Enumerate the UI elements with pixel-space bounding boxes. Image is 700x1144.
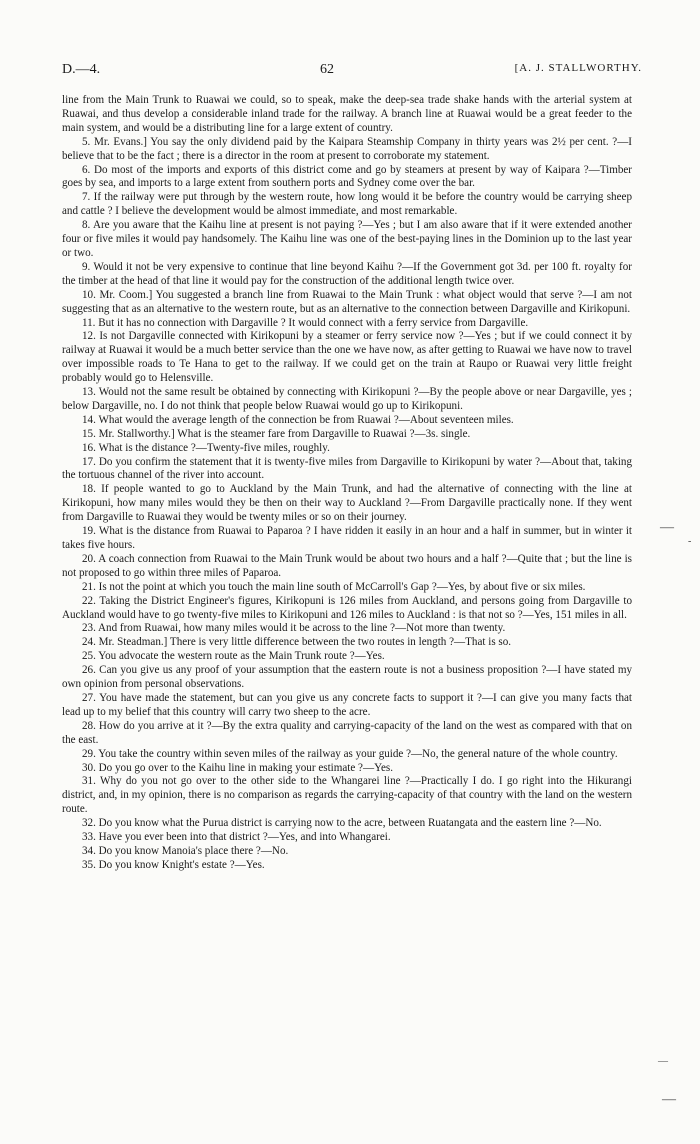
paragraph: 6. Do most of the imports and exports of this district come and go by steamers at present by way of Kaipara ?—Timber goes by sea, and imports to a large extent from southern ports and Sydney come over the bar. — [62, 163, 632, 190]
document-code: D.—4. — [62, 62, 101, 77]
paragraph: 32. Do you know what the Puruа district is carrying now to the acre, between Ruatangata and the eastern line ?—No. — [82, 817, 602, 830]
margin-mark: — — [660, 520, 674, 535]
paragraph: 9. Would it not be very expensive to continue that line beyond Kaihu ?—If the Government got 3d. per 100 ft. royalty for the timber at the head of that line it would pay for the construction of the additional length twice over. — [62, 260, 632, 287]
paragraph: line from the Main Trunk to Ruawai we could, so to speak, make the deep-sea trade shake hands with the arterial system at Ruawai, and thus develop a considerable inland trade for the railway. A branch line at Ruawai would be a great feeder to the main system, and would be a distributing line for a large extent of country. — [62, 94, 632, 134]
paragraph: 34. Do you know Manoia's place there ?—No. — [82, 844, 289, 857]
paragraph: 5. Mr. Evans.] You say the only dividend paid by the Kaipara Steamship Company in thirty years was 2½ per cent. ?—I believe that to be the fact ; there is a director in the room at present to corroborate my statement. — [62, 135, 632, 162]
paragraph: 10. Mr. Coom.] You suggested a branch line from Ruawai to the Main Trunk : what object would that serve ?—I am not suggesting that as an alternative to the western route, but as an alternative to the connection between Dargaville and Kirikopuni. — [62, 288, 632, 315]
page-number: 62 — [320, 62, 334, 77]
paragraph: 16. What is the distance ?—Twenty-five miles, roughly. — [82, 441, 330, 454]
paragraph: 29. You take the country within seven miles of the railway as your guide ?—No, the general nature of the whole country. — [82, 747, 618, 760]
paragraph: 24. Mr. Steadman.] There is very little difference between the two routes in length ?—That is so. — [82, 636, 512, 649]
paragraph: 8. Are you aware that the Kaihu line at present is not paying ?—Yes ; but I am also aware that if it were extended another four or five miles it would pay handsomely. The Kaihu line was one of the best-paying lines in the Dominion up to the last year or two. — [62, 219, 632, 259]
document-body — [62, 94, 632, 873]
witness-name: [A. J. STALLWORTHY. — [514, 62, 642, 74]
paragraph: 12. Is not Dargaville connected with Kirikopuni by a steamer or ferry service now ?—Yes ; but if we could connect it by railway at Ruawai it would be a much better service than the one we have now, as after getting to Ruawai we have now to travel over impossible roads to Te Hana to get to the railway. If we could get on the train at Raupo or Ruawai very little freight probably would go to Helensville. — [62, 330, 632, 385]
paragraph: 23. And from Ruawai, how many miles would it be across to the line ?—Not more than twenty. — [82, 622, 506, 635]
paragraph: 17. Do you confirm the statement that it is twenty-five miles from Dargaville to Kirikopuni by water ?—About that, taking the tortuous channel of the river into account. — [62, 455, 632, 482]
paragraph: 11. But it has no connection with Dargaville ? It would connect with a ferry service from Dargaville. — [82, 316, 529, 329]
paragraph: 33. Have you ever been into that district ?—Yes, and into Whangarei. — [82, 831, 391, 844]
paragraph: 20. A coach connection from Ruawai to the Main Trunk would be about two hours and a half ?—Quite that ; but the line is not proposed to go within three miles of Paparoa. — [62, 552, 632, 579]
paragraph: 25. You advocate the western route as the Main Trunk route ?—Yes. — [82, 650, 385, 663]
paragraph: 15. Mr. Stallworthy.] What is the steamer fare from Dargaville to Ruawai ?—3s. single. — [82, 427, 471, 440]
paragraph: 14. What would the average length of the connection be from Ruawai ?—About seventeen miles. — [82, 413, 514, 426]
paragraph: 28. How do you arrive at it ?—By the extra quality and carrying-capacity of the land on the west as compared with that on the east. — [62, 719, 632, 746]
margin-mark: - — [688, 536, 692, 547]
paragraph: 7. If the railway were put through by the western route, how long would it be before the country would be carrying sheep and cattle ? I believe the development would be almost immediate, and most remarkable. — [62, 191, 632, 218]
paragraph: 27. You have made the statement, but can you give us any concrete facts to support it ?—I can give you many facts that lead up to my belief that this country will carry two sheep to the acre. — [62, 691, 632, 718]
paragraph: 13. Would not the same result be obtained by connecting with Kirikopuni ?—By the people above or near Dargaville, yes ; below Dargaville, no. I do not think that people below Ruawai would go up to Kirikopuni. — [62, 386, 632, 412]
page-header — [62, 62, 642, 82]
paragraph: 31. Why do you not go over to the other side to the Whangarei line ?—Practically I do. I go right into the Hikurangi district, and, in my opinion, there is no comparison as regards the carrying-capacity of that country with the land on the western route. — [62, 775, 632, 816]
margin-mark: — — [662, 1092, 676, 1107]
margin-mark: — — [658, 1056, 668, 1067]
paragraph: 30. Do you go over to the Kaihu line in making your estimate ?—Yes. — [82, 761, 393, 774]
paragraph: 26. Can you give us any proof of your assumption that the eastern route is not a business proposition ?—I have stated my own opinion from personal observations. — [62, 664, 632, 691]
paragraph: 22. Taking the District Engineer's figures, Kirikopuni is 126 miles from Auckland, and persons going from Dargaville to Auckland would have to go twenty-five miles to Kirikopuni and 126 miles to Auckland : is that not so ?—Yes, 151 miles in all. — [62, 594, 632, 621]
paragraph: 19. What is the distance from Ruawai to Paparoa ? I have ridden it easily in an hour and a half in summer, but in winter it takes five hours. — [62, 525, 632, 551]
paragraph: 21. Is not the point at which you touch the main line south of McCarroll's Gap ?—Yes, by about five or six miles. — [82, 580, 586, 593]
paragraph: 35. Do you know Knight's estate ?—Yes. — [82, 858, 265, 871]
paragraph: 18. If people wanted to go to Auckland by the Main Trunk, and had the alternative of connecting with the line at Kirikopuni, how many miles would they be then on their way to Auckland ?—From Dargaville practically none. If they went from Dargaville to Ruawai they would be twenty miles or so on their journey. — [62, 483, 632, 524]
